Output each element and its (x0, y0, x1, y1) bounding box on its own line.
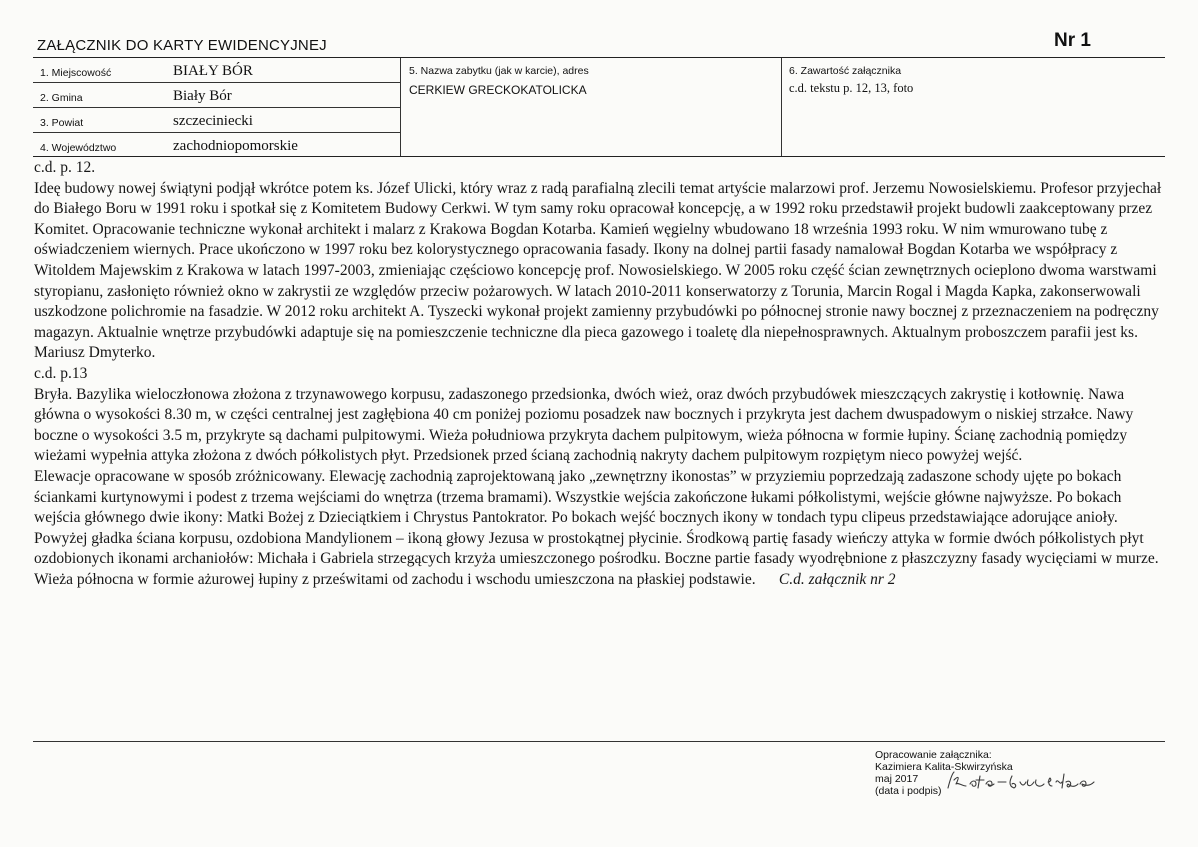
field-label-miejscowosc: 1. Miejscowość (40, 67, 112, 79)
footer-author: Kazimiera Kalita-Skwirzyńska (875, 761, 1013, 773)
field-label-powiat: 3. Powiat (40, 117, 84, 129)
field-label-gmina: 2. Gmina (40, 92, 83, 104)
continuation-note: C.d. załącznik nr 2 (778, 570, 896, 588)
section-ref-p12: c.d. p. 12. (34, 159, 96, 176)
field-label-wojewodztwo: 4. Województwo (40, 142, 117, 154)
contents-value: c.d. tekstu p. 12, 13, foto (789, 81, 914, 95)
history-paragraph: Ideę budowy nowej świątyni podjął wkrótce potem ks. Józef Ulicki, który wraz z radą parafialną zlecili temat artyście malarzowi prof. Jerzemu Nowosielskiemu. Profesor przyjechał do Białego Boru w 1991 roku i spotkał się z Komitetem Budowy Cerkwi. W tym samy roku opracował koncepcję, a w 1992 roku przedstawił projekt budowli zaakceptowany przez Komitet. Opracowanie techniczne wykonał architekt i malarz z Krakowa Bogdan Kotarba. Kamień węgielny wbudowano 18 września 1993 roku. W nim wmurowano tubę z oświadczeniem wiernych. Prace ukończono w 1997 roku bez kolorystycznego opracowania fasady. Ikony na dolnej partii fasady namalował Bogdan Kotarba we współpracy z Witoldem Majewskim z Krakowa w latach 1997-2003, zmieniając częściowo koncepcję prof. Nowosielskiego. W 2005 roku część ścian zewnętrznych ocieplono dwoma warstwami styropianu, zasłonięto również okno w zakrystii ze względów przeciw pożarowych. W latach 2010-2011 konserwatorzy z Torunia, Marcin Rogal i Magda Kapka, zakonserwowali uszkodzone polichromie na fasadzie. W 2012 roku architekt A. Tyszecki wykonał projekt zamienny przybudówki po północnej stronie nawy bocznej z przeznaczeniem na podręczny magazyn. Aktualnie wnętrze przybudówki adaptuje się na pomieszczenie techniczne dla pieca gazowego i toaletę dla niepełnosprawnych. Aktualnym proboszczem parafii jest ks. Mariusz Dmyterko. (34, 179, 1162, 362)
field-value-gmina: Biały Bór (173, 88, 232, 104)
header-table (33, 57, 1165, 157)
footer-date: maj 2017 (875, 773, 919, 785)
field-value-powiat: szczeciniecki (173, 113, 253, 129)
footer-note: (data i podpis) (875, 785, 942, 797)
column-divider (781, 58, 782, 156)
contents-label: 6. Zawartość załącznika (789, 65, 902, 77)
column-divider (400, 58, 401, 156)
document-title: ZAŁĄCZNIK DO KARTY EWIDENCYJNEJ (37, 37, 327, 54)
row-divider (33, 107, 400, 108)
attachment-number: Nr 1 (1054, 30, 1091, 51)
field-value-miejscowosc: BIAŁY BÓR (173, 63, 253, 79)
monument-value: CERKIEW GRECKOKATOLICKA (409, 83, 587, 97)
field-value-wojewodztwo: zachodniopomorskie (173, 138, 298, 154)
body-text (34, 158, 1164, 590)
monument-label: 5. Nazwa zabytku (jak w karcie), adres (409, 65, 589, 77)
footer-heading: Opracowanie załącznika: (875, 749, 992, 761)
section-ref-p13: c.d. p.13 (34, 364, 88, 382)
row-divider (33, 82, 400, 83)
elevations-text: Elewacje opracowane w sposób zróżnicowany. Elewację zachodnią zaprojektowaną jako „zewnętrzny ikonostas” w przyziemiu poprzedzają zadaszone schody ujęte po bokach ściankami kurtynowymi i podest z trzema wejściami do wnętrza (trzema bramami). Wszystkie wejścia zakończone łukami półkolistymi, wejście główne najwyższe. Po bokach wejścia głównego dwie ikony: Matki Bożej z Dzieciątkiem i Chrystus Pantokrator. Po bokach wejść bocznych ikony w tondach typu clipeus przedstawiające adorujące anioły. Powyżej gładka ściana korpusu, ozdobiona Mandylionem – ikoną głowy Jezusa w prostokątnej płycinie. Środkową partię fasady wieńczy attyka w formie dwóch półkolistych płyt ozdobionych ikonami archaniołów: Michała i Gabriela strzegących krzyża umieszczonego pośrodku. Boczne partie fasady wyodrębnione z płaszczyzny fasady wycięciami w murze. Wieża północna w formie ażurowej łupiny z prześwitami od zachodu i wschodu umieszczona na płaskiej podstawie. (34, 467, 1159, 588)
form-paragraph: Bryła. Bazylika wieloczłonowa złożona z trzynawowego korpusu, zadaszonego przedsionka, dwóch wież, oraz dwóch przybudówek mieszczących zakrystię i kotłownię. Nawa główna o wysokości 8.30 m, w części centralnej jest zagłębiona 40 cm poniżej poziomu posadzek naw bocznych i przykryta jest dachem dwuspadowym o niskiej strzałce. Nawy boczne o wysokości 3.5 m, przykryte są dachami pulpitowymi. Wieża południowa przykryta dachem pulpitowym, wieża północna w formie łupiny. Ścianę zachodnią pomiędzy wieżami wypełnia attyka złożona z dwóch półkolistych płyt. Przedsionek przed ścianą zachodnią nakryty dachem pulpitowym rozpiętym nieco powyżej wejść. (34, 385, 1134, 465)
row-divider (33, 132, 400, 133)
bottom-divider (33, 741, 1165, 742)
handwritten-signature (944, 768, 1104, 794)
elevations-paragraph (34, 467, 1164, 591)
